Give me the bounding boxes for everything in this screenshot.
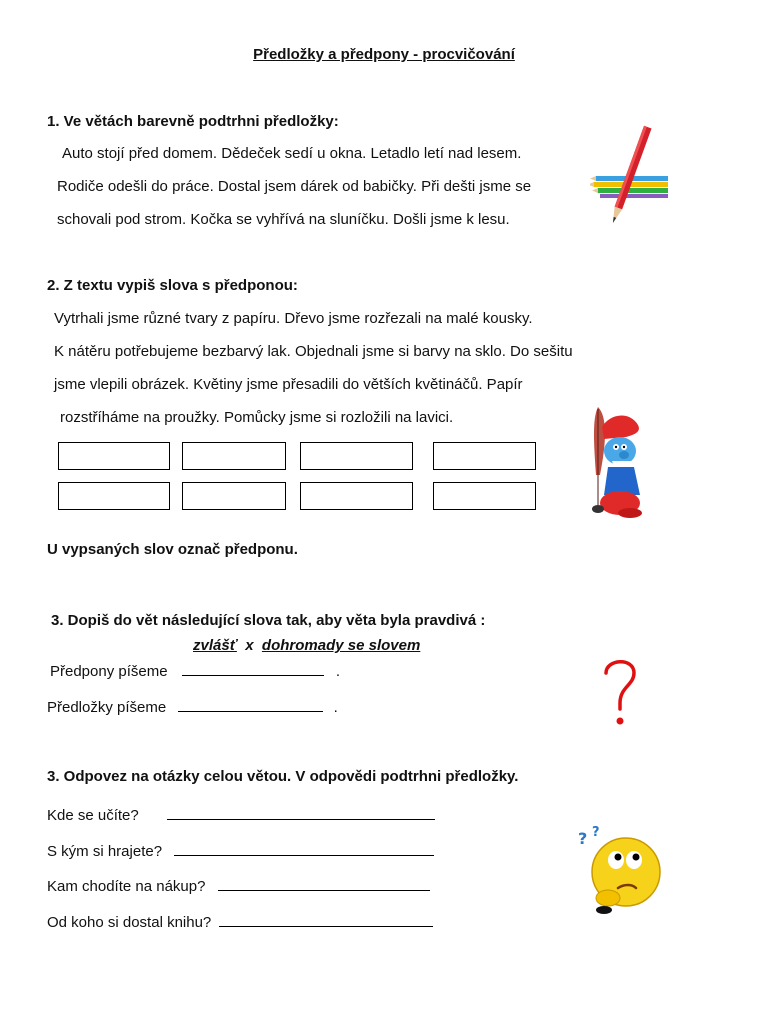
answer-line-1[interactable] <box>167 805 435 820</box>
thinking-smiley-icon <box>574 822 666 914</box>
task3-line-2-period: . <box>333 699 338 716</box>
page-title: Předložky a předpony - procvičování <box>253 46 515 63</box>
task2-line-1: Vytrhali jsme různé tvary z papíru. Dřevo jsme rozřezali na malé kousky. <box>54 310 533 327</box>
question-row-4 <box>47 912 433 931</box>
answer-box-1[interactable] <box>58 442 170 470</box>
answer-box-6[interactable] <box>182 482 286 510</box>
task3-line-1 <box>50 661 340 680</box>
option-zvlast: zvlášť <box>193 637 237 654</box>
task3-line-1-period: . <box>335 663 341 680</box>
task1-line-3: schovali pod strom. Kočka se vyhřívá na sluníčku. Došli jsme k lesu. <box>57 211 510 228</box>
answer-box-2[interactable] <box>182 442 286 470</box>
task2-line-2: K nátěru potřebujeme bezbarvý lak. Objednali jsme si barvy na sklo. Do sešitu <box>54 343 573 360</box>
task3-line-1-label: Předpony píšeme <box>50 663 168 680</box>
question-row-3 <box>47 876 430 895</box>
task3-line-2 <box>47 697 338 716</box>
task1-line-1: Auto stojí před domem. Dědeček sedí u okna. Letadlo letí nad lesem. <box>62 145 522 162</box>
task3-heading: 3. Dopiš do vět následující slova tak, aby věta byla pravdivá : <box>51 612 486 629</box>
answer-line-4[interactable] <box>219 912 433 927</box>
task3-blank-1[interactable] <box>182 661 324 676</box>
task2-heading: 2. Z textu vypiš slova s předponou: <box>47 277 298 294</box>
answer-box-7[interactable] <box>300 482 413 510</box>
task2-line-3: jsme vlepili obrázek. Květiny jsme přesadili do větších květináčů. Papír <box>54 376 523 393</box>
question-4: Od koho si dostal knihu? <box>47 914 212 931</box>
answer-box-3[interactable] <box>300 442 413 470</box>
option-separator: x <box>245 637 254 654</box>
task4-heading: 3. Odpovez na otázky celou větou. V odpovědi podtrhni předložky. <box>47 768 519 785</box>
question-row-1 <box>47 805 435 824</box>
task1-heading: 1. Ve větách barevně podtrhni předložky: <box>47 113 339 130</box>
smurf-with-quill-illustration <box>580 405 650 520</box>
question-3: Kam chodíte na nákup? <box>47 878 206 895</box>
task1-line-2: Rodiče odešli do práce. Dostal jsem dárek od babičky. Při dešti jsme se <box>57 178 532 195</box>
answer-box-4[interactable] <box>433 442 536 470</box>
crossed-pencils-icon <box>590 122 675 230</box>
task3-options <box>193 637 420 654</box>
task3-line-2-label: Předložky píšeme <box>47 699 167 716</box>
svg-text:?: ? <box>578 829 588 848</box>
task2-note: U vypsaných slov označ předponu. <box>47 541 298 558</box>
answer-box-5[interactable] <box>58 482 170 510</box>
answer-line-2[interactable] <box>174 841 434 856</box>
question-1: Kde se učíte? <box>47 807 139 824</box>
answer-line-3[interactable] <box>218 876 430 891</box>
question-mark-icon <box>600 655 640 730</box>
task2-line-4: rozstříháme na proužky. Pomůcky jsme si rozložili na lavici. <box>60 409 454 426</box>
option-dohromady: dohromady se slovem <box>261 637 421 654</box>
task3-blank-2[interactable] <box>178 697 323 712</box>
question-2: S kým si hrajete? <box>47 843 163 860</box>
question-row-2 <box>47 841 434 860</box>
svg-text:?: ? <box>592 825 600 840</box>
answer-box-8[interactable] <box>433 482 536 510</box>
